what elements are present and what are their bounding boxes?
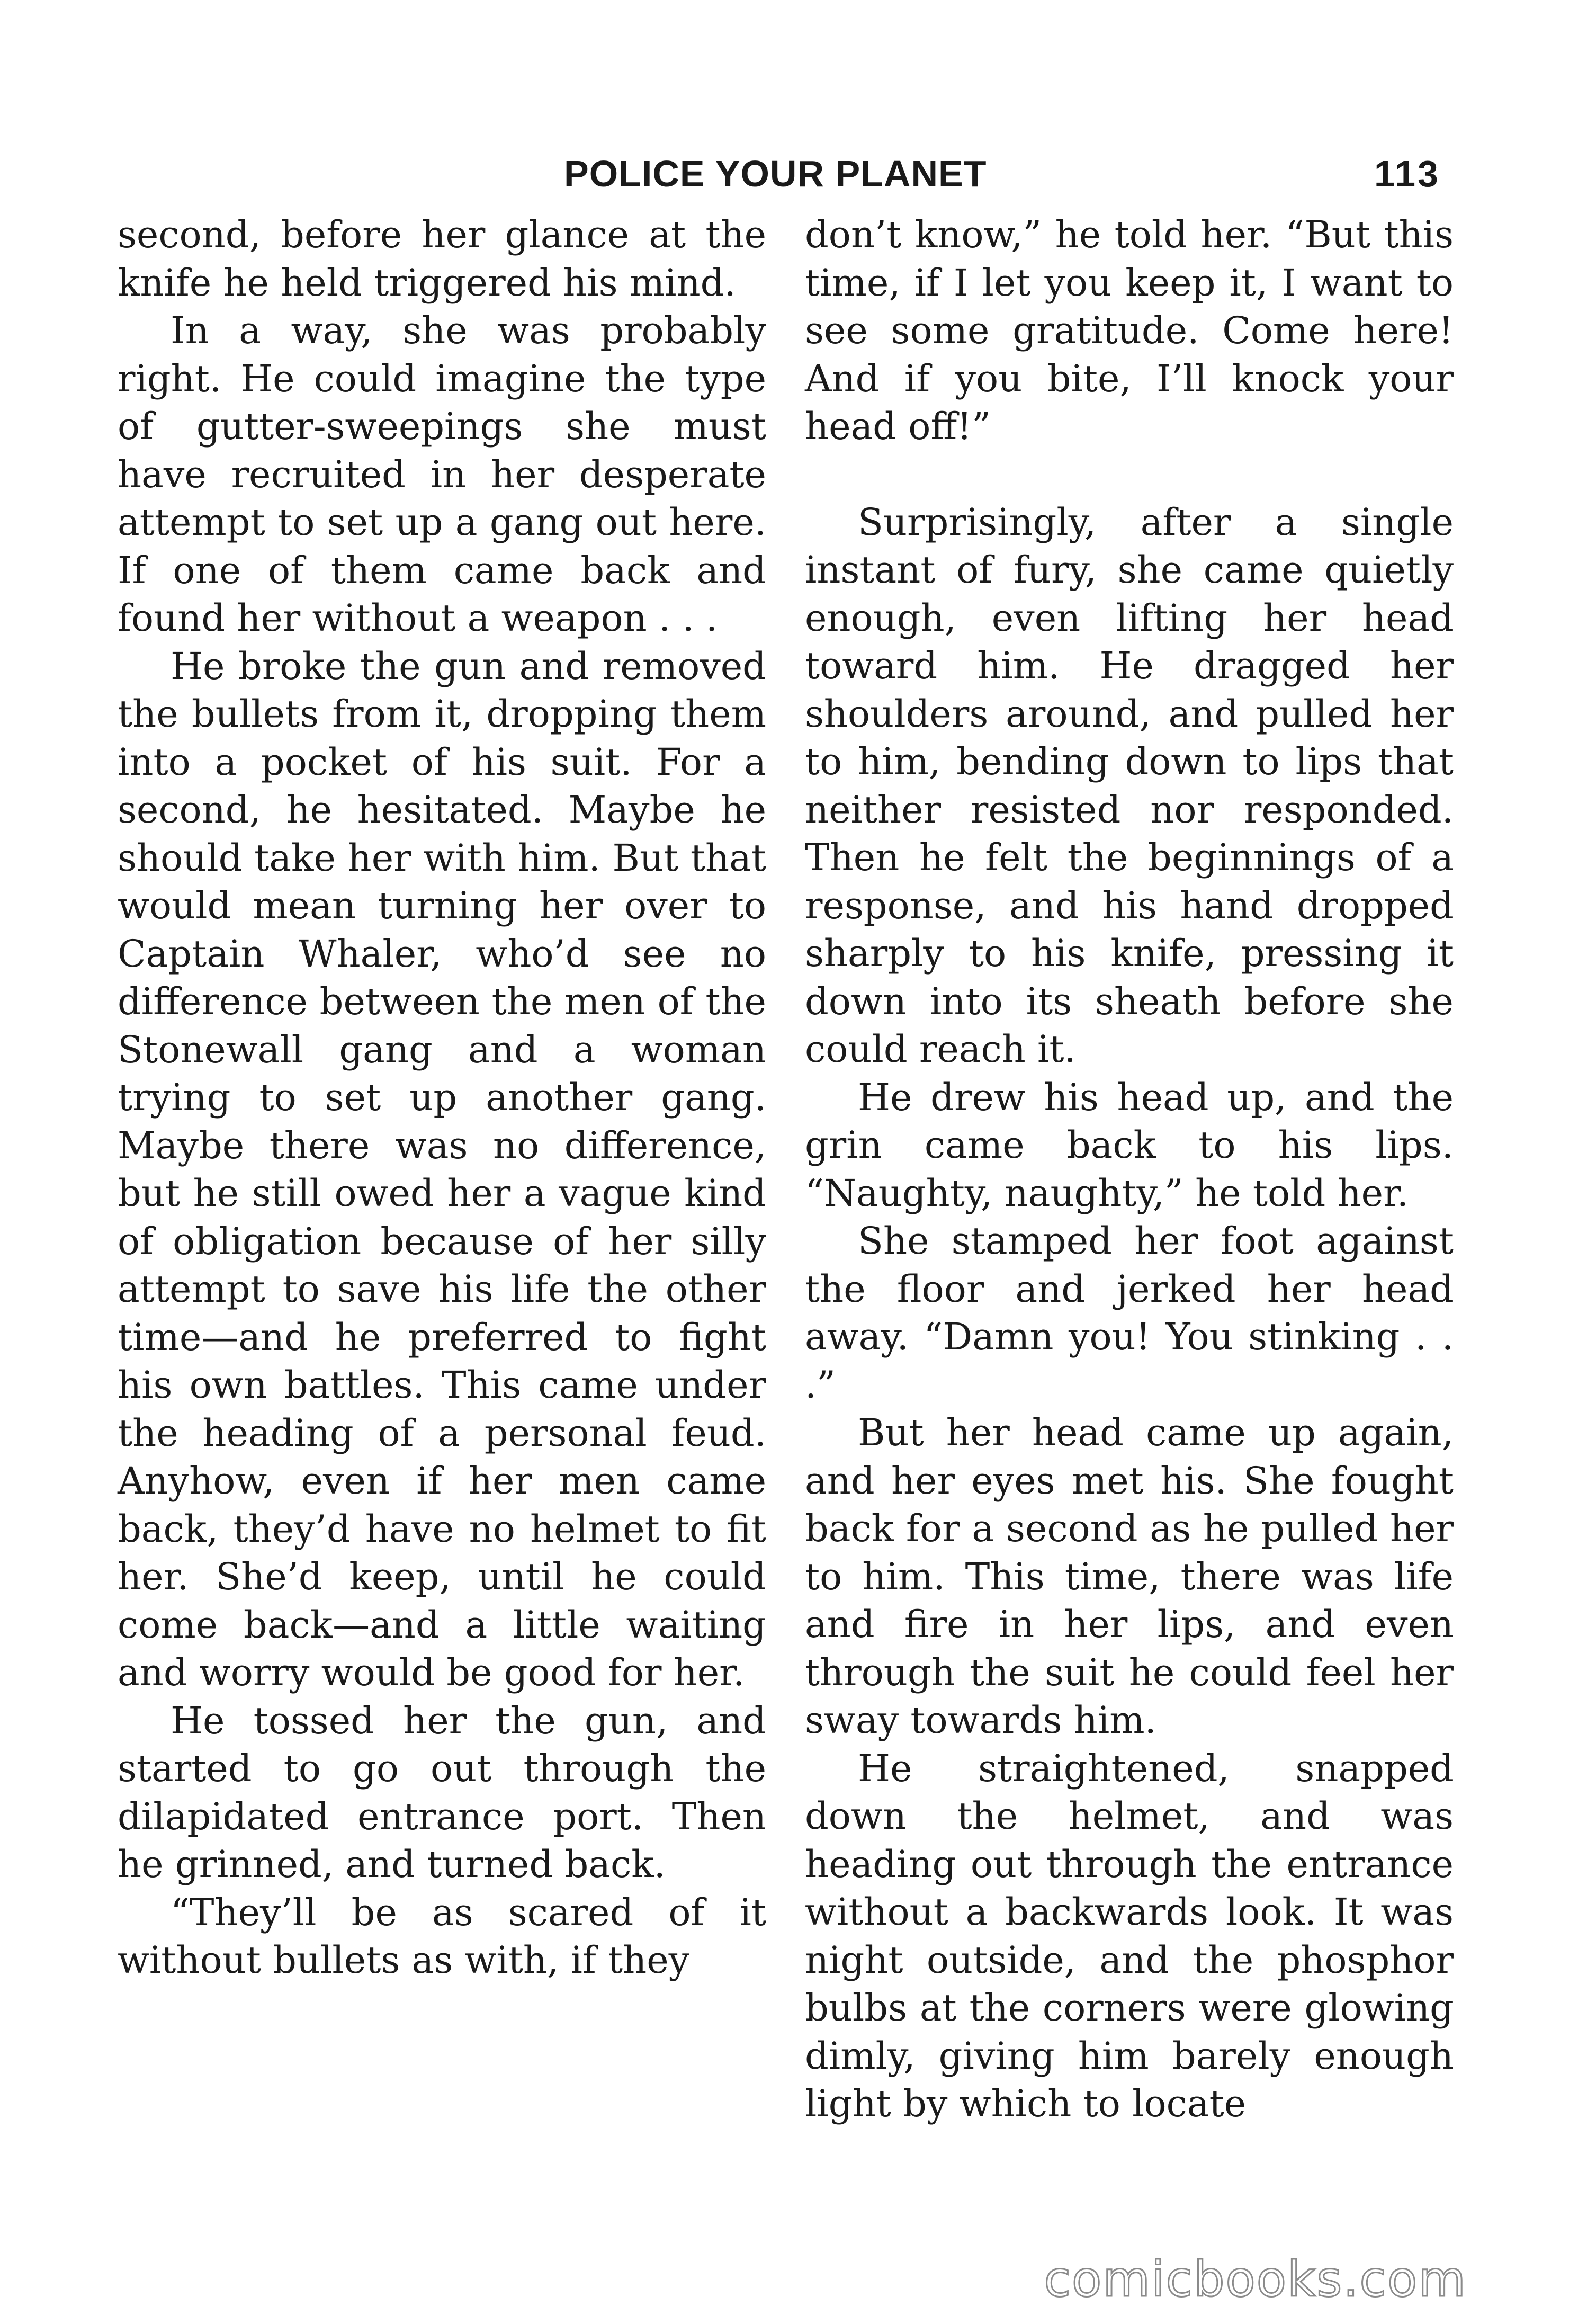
running-header <box>0 153 1578 200</box>
paragraph: don’t know,” he told her. “But this time, if I let you keep it, I want to see some gratitude. Come here! And if you bite, I’ll knock your head off!” <box>805 213 1454 448</box>
paragraph: In a way, she was probably right. He could imagine the type of gutter-sweepings she must have recruited in her desperate attempt to set up a gang out here. If one of them came back and found her without a weapon . . . <box>118 309 766 640</box>
right-column <box>805 211 1454 2128</box>
page-number: 113 <box>1374 153 1440 194</box>
watermark: comicbooks.com <box>1044 2251 1467 2308</box>
paragraph: She stamped her foot against the floor and jerked her head away. “Damn you! You stinking . . .” <box>805 1219 1454 1407</box>
paragraph: He broke the gun and removed the bullets from it, dropping them into a pocket of his suit. For a second, he hesitated. Maybe he should take her with him. But that would mean turning her over to Captain Whaler, who’d see no difference between the men of the Stonewall gang and a woman trying to set up another gang. Maybe there was no difference, but he still owed her a vague kind of obligation because of her silly attempt to save his life the other time—and he preferred to fight his own battles. This came under the heading of a personal feud. Anyhow, even if her men came back, they’d have no helmet to fit her. She’d keep, until he could come back—and a little waiting and worry would be good for her. <box>118 644 766 1694</box>
paragraph: “They’ll be as scared of it without bullets as with, if they <box>118 1890 766 1982</box>
paragraph: He drew his head up, and the grin came back to his lips. “Naughty, naughty,” he told her. <box>805 1075 1454 1215</box>
paragraph: He tossed her the gun, and started to go out through the dilapidated entrance port. Then he grinned, and turned back. <box>118 1699 766 1886</box>
paragraph: He straightened, snapped down the helmet, and was heading out through the entrance without a backwards look. It was night outside, and the phosphor bulbs at the corners were glowing dimly, giving him barely enough light by which to locate <box>805 1746 1454 2125</box>
running-title: POLICE YOUR PLANET <box>564 153 987 194</box>
left-column <box>118 211 766 1985</box>
paragraph: Surprisingly, after a single instant of fury, she came quietly enough, even lifting her head toward him. He dragged her shoulders around, and pulled her to him, bending down to lips that neither resisted nor responded. Then he felt the beginnings of a response, and his hand dropped sharply to his knife, pressing it down into its sheath before she could reach it. <box>805 500 1454 1071</box>
paragraph: second, before her glance at the knife he held triggered his mind. <box>118 213 766 305</box>
paragraph: But her head came up again, and her eyes met his. She fought back for a second as he pulled her to him. This time, there was life and fire in her lips, and even through the suit he could feel her sway towards him. <box>805 1411 1454 1742</box>
